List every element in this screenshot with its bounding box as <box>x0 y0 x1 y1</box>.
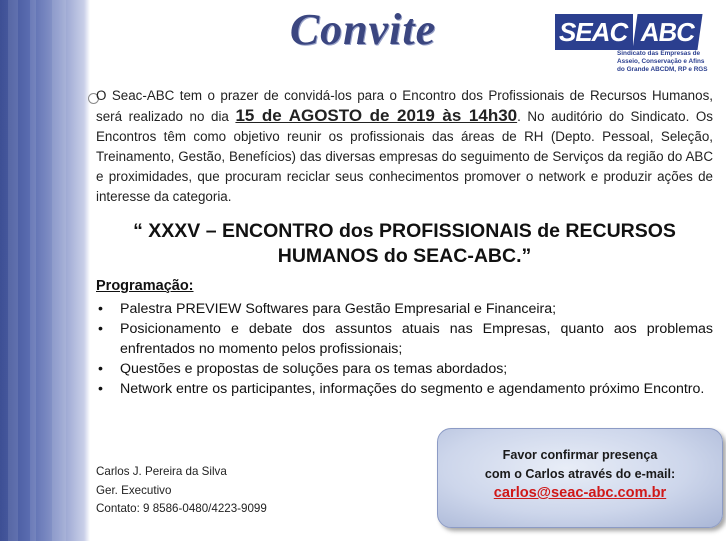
seac-abc-logo <box>555 14 713 82</box>
logo-tagline: Sindicato das Empresas de Asseio, Conservação e Afins do Grande ABCDM, RP e RGS <box>617 50 708 73</box>
bullet-icon: • <box>98 321 103 337</box>
page-title: Convite <box>289 5 437 54</box>
logo-word-seac: SEAC <box>555 14 633 50</box>
bullet-icon: • <box>98 381 103 397</box>
signature-role: Ger. Executivo <box>96 483 172 497</box>
event-date: 15 de AGOSTO de 2019 às 14h30 <box>235 106 518 125</box>
bullet-icon: • <box>98 361 103 377</box>
program-label: Programação: <box>96 278 194 294</box>
list-item <box>96 299 713 319</box>
sidebar-stripe <box>52 0 66 541</box>
headline-line-2: HUMANOS do SEAC-ABC.” <box>277 245 532 267</box>
list-item <box>96 319 713 359</box>
decorative-sidebar <box>0 0 84 541</box>
list-item-text: Palestra PREVIEW Softwares para Gestão Empresarial e Financeira; <box>120 301 557 317</box>
list-item-text: Posicionamento e debate dos assuntos atuais nas Empresas, quanto aos problemas enfrentados no momento pelos profissionais; <box>120 321 713 357</box>
signature-name: Carlos J. Pereira da Silva <box>96 465 227 478</box>
list-item <box>96 359 713 379</box>
list-item-text: Network entre os participantes, informações do segmento e agendamento próximo Encontro. <box>120 381 705 397</box>
signature-block <box>96 463 267 519</box>
email-link[interactable]: carlos@seac-abc.com.br <box>493 485 667 501</box>
list-item <box>96 379 713 399</box>
rsvp-line-2: com o Carlos através do e-mail: <box>484 467 676 481</box>
intro-text-end: . No auditório do Sindicato. Os Encontros têm como objetivo reunir os profissionais das áreas de RH (Depto. Pessoal, Seleção, Treinamento, Gestão, Benefícios) das diversas empresas do seguimento de Serviços da região do ABC e proximidades, que procuram reciclar seus conhecimentos promover o network e produzir ações de interesse da categoria. <box>96 109 713 204</box>
headline-line-1: “ XXXV – ENCONTRO dos PROFISSIONAIS de RECURSOS <box>133 220 676 242</box>
intro-text-start: O Seac-ABC tem o prazer de convidá-los para o Encontro dos Profissionais de Recursos Humanos, será realizado no dia <box>96 88 713 124</box>
list-item-text: Questões e propostas de soluções para os temas abordados; <box>120 361 508 377</box>
signature-contact: Contato: 9 8586-0480/4223-9099 <box>96 502 267 515</box>
sidebar-edge <box>84 0 90 541</box>
sidebar-stripe <box>8 0 18 541</box>
sidebar-stripe <box>30 0 36 541</box>
rsvp-box <box>437 428 723 528</box>
intro-paragraph <box>96 86 713 207</box>
logo-wordmark <box>555 14 701 50</box>
rsvp-line-1: Favor confirmar presença <box>502 448 658 462</box>
bullet-icon: • <box>98 301 103 317</box>
logo-word-abc: ABC <box>633 14 703 50</box>
event-headline <box>96 219 713 269</box>
program-list <box>96 299 713 399</box>
